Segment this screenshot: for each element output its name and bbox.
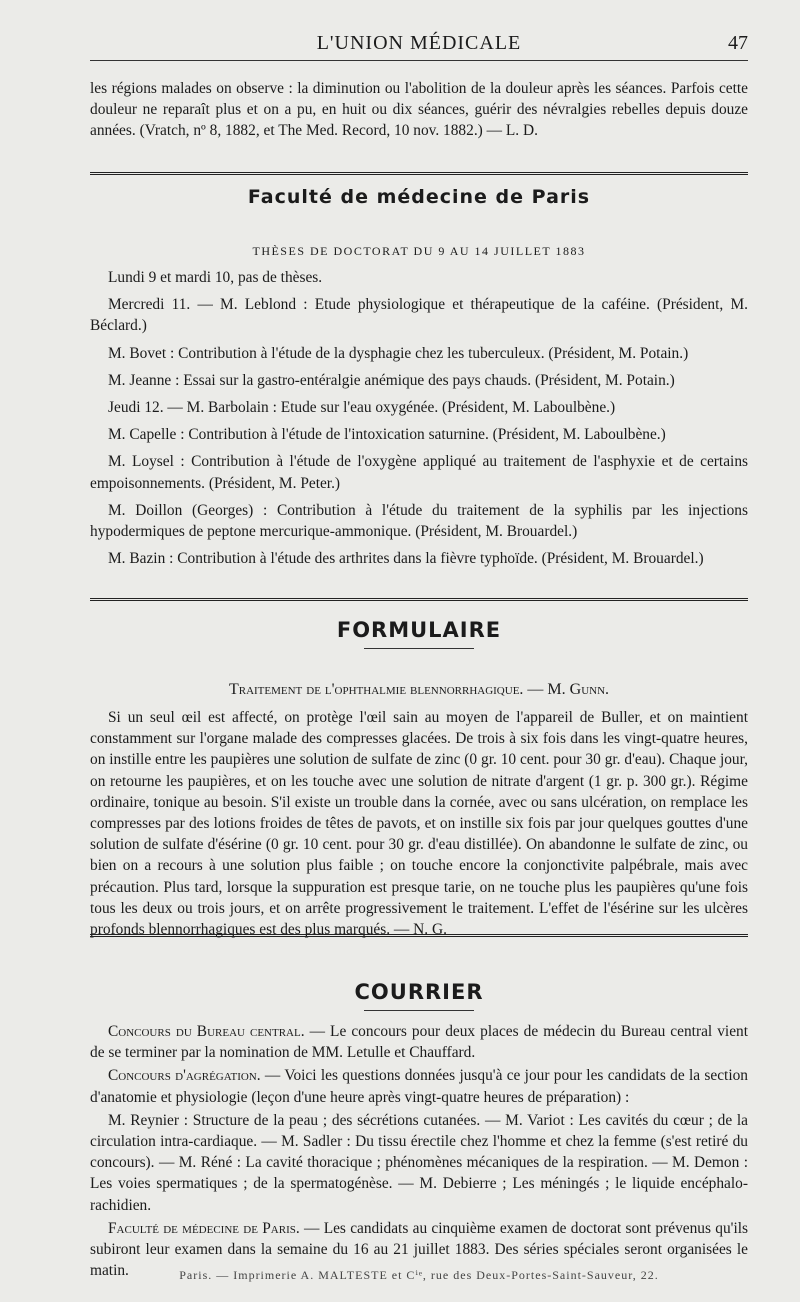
- courrier-item-text: — Voici les questions données jusqu'à ce jour pour les candidats de la section d'anatomie et physiologie (leçon d'une heure après vingt-quatre heures de préparation) :: [90, 1067, 748, 1106]
- faculte-subtitle: THÈSES DE DOCTORAT DU 9 AU 14 JUILLET 1883: [252, 244, 586, 258]
- courrier-item: [90, 1065, 748, 1107]
- courrier-item-text: M. Reynier : Structure de la peau ; des sécrétions cutanées. — M. Variot : Les cavités du cœur ; de la circulation intra-cardiaque. — M. Sadler : Du tissu érectile chez l'homme et chez la femme (s'est retiré du concours). — M. Réné : La cavité thoracique ; phénomènes mécaniques de la respiration. — M. Demon : Les voies spermatiques ; de la spermatogénèse. — M. Debierre ; Les méningés ; le liquide encéphalo-rachidien.: [90, 1111, 748, 1214]
- thesis-entry: Jeudi 12. — M. Barbolain : Etude sur l'eau oxygénée. (Président, M. Laboulbène.): [108, 399, 616, 417]
- formulaire-paragraph: Si un seul œil est affecté, on protège l'œil sain au moyen de l'appareil de Buller, et on maintient constamment sur l'organe malade des compresses glacées. De trois à six fois dans les vingt-quatre heures, on instille entre les paupières une solution de sulfate de zinc (0 gr. 10 cent. pour 30 gr. d'eau). Chaque jour, on retourne les paupières, et on les touche avec une solution de nitrate d'argent (1 gr. p. 300 gr.). Régime ordinaire, tonique au besoin. S'il existe un trouble dans la cornée, avec ou sans ulcération, on remplace les compresses par des lotions froides de têtes de pavots, et on instille six fois par jour quelques gouttes d'une solution de sulfate d'ésérine (0 gr. 10 cent. pour 30 gr. d'eau distillée). On abandonne le sulfate de zinc, ou bien on a recours à une solution plus faible ; on touche encore la conjonctivite palpébrale, mais avec précaution. Plus tard, lorsque la suppuration est presque tarie, on ne touche plus les paupières qu'une fois tous les deux ou trois jours, et on arrête progressivement le traitement. L'effet de l'ésérine sur les ulcères profonds blennorrhagiques est des plus marqués. — N. G.: [90, 709, 748, 939]
- page-number: 47: [728, 32, 748, 54]
- section-divider: [90, 598, 748, 601]
- courrier-title: COURRIER: [354, 980, 484, 1004]
- header-rule: [90, 60, 748, 61]
- thesis-entry: M. Bazin : Contribution à l'étude des arthrites dans la fièvre typhoïde. (Président, M. Brouardel.): [108, 550, 704, 568]
- thesis-entry: Mercredi 11. — M. Leblond : Etude physiologique et thérapeutique de la caféine. (Président, M. Béclard.): [90, 296, 748, 335]
- courrier-section: [90, 980, 748, 1281]
- printer-footer: Paris. — Imprimerie A. MALTESTE et Cⁱᵉ, rue des Deux-Portes-Saint-Sauveur, 22.: [179, 1268, 659, 1282]
- thesis-entry: M. Capelle : Contribution à l'étude de l'intoxication saturnine. (Président, M. Laboulbène.): [108, 426, 666, 444]
- title-rule: [364, 1010, 474, 1011]
- courrier-item-lead: Concours d'agrégation.: [108, 1067, 261, 1085]
- faculte-title: Faculté de médecine de Paris: [247, 186, 591, 208]
- courrier-item-lead: Faculté de médecine de Paris.: [108, 1219, 300, 1237]
- section-divider: [90, 172, 748, 175]
- thesis-entry: M. Doillon (Georges) : Contribution à l'étude du traitement de la syphilis par les injections hypodermiques de peptone mercurique-ammonique. (Président, M. Brouardel.): [90, 501, 748, 541]
- courrier-item-text: — Le concours pour deux places de médecin du Bureau central vient de se terminer par la nomination de MM. Letulle et Chauffard.: [90, 1023, 748, 1062]
- page-header: [90, 28, 748, 64]
- thesis-entry: M. Jeanne : Essai sur la gastro-entéralgie anémique des pays chauds. (Président, M. Potain.): [108, 371, 675, 389]
- formulaire-title: FORMULAIRE: [336, 618, 502, 642]
- running-title: L'UNION MÉDICALE: [316, 32, 522, 54]
- thesis-entry: Lundi 9 et mardi 10, pas de thèses.: [108, 269, 323, 286]
- formulaire-section: [90, 618, 748, 940]
- formulaire-subtitle: Traitement de l'ophthalmie blennorrhagique. — M. Gunn.: [228, 681, 610, 698]
- courrier-item-text: — Les candidats au cinquième examen de doctorat sont prévenus qu'ils subiront leur examen dans la semaine du 16 au 21 juillet 1883. Des séries spéciales seront organisées le matin.: [90, 1219, 748, 1280]
- title-rule: [364, 648, 474, 649]
- thesis-entry: M. Loysel : Contribution à l'étude de l'oxygène appliqué au traitement de l'asphyxie et de certains empoisonnements. (Président, M. Peter.): [90, 453, 748, 492]
- faculte-section: [90, 186, 748, 569]
- section-divider: [90, 934, 748, 937]
- courrier-item-lead: Concours du Bureau central.: [108, 1023, 305, 1040]
- thesis-entry: M. Bovet : Contribution à l'étude de la dysphagie chez les tuberculeux. (Président, M. Potain.): [108, 344, 689, 362]
- courrier-item: [90, 1110, 748, 1216]
- courrier-item: [90, 1021, 748, 1063]
- intro-section: [90, 78, 748, 142]
- intro-paragraph: les régions malades on observe : la diminution ou l'abolition de la douleur après les séances. Parfois cette douleur ne reparaît plus et on a pu, en huit ou dix séances, guérir des névralgies rebelles depuis douze années. (Vratch, nº 8, 1882, et The Med. Record, 10 nov. 1882.) — L. D.: [90, 80, 748, 140]
